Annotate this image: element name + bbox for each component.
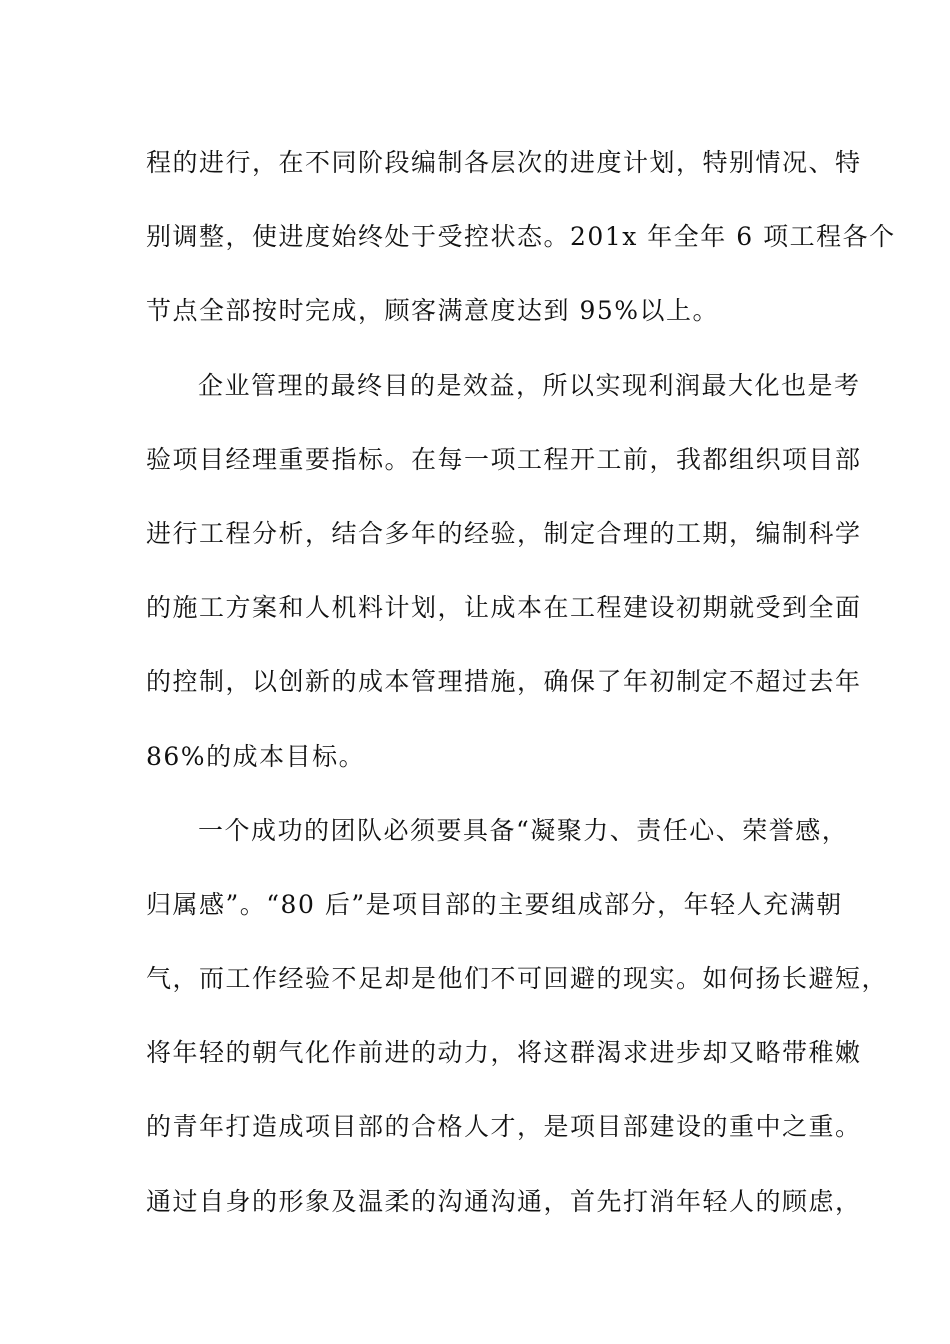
text-line: 程的进行，在不同阶段编制各层次的进度计划，特别情况、特	[146, 148, 862, 177]
text-line: 的青年打造成项目部的合格人才，是项目部建设的重中之重。	[146, 1112, 862, 1142]
text-line: 的施工方案和人机料计划，让成本在工程建设初期就受到全面	[146, 593, 862, 623]
paragraph-start-line: 企业管理的最终目的是效益，所以实现利润最大化也是考	[198, 370, 861, 400]
text-line: 将年轻的朝气化作前进的动力，将这群渴求进步却又略带稚嫩	[146, 1038, 862, 1068]
text-line: 的控制，以创新的成本管理措施，确保了年初制定不超过去年	[146, 667, 862, 697]
text-line: 归属感”。“80 后”是项目部的主要组成部分，年轻人充满朝	[146, 889, 843, 919]
text-line: 验项目经理重要指标。在每一项工程开工前，我都组织项目部	[146, 444, 862, 474]
text-line: 进行工程分析，结合多年的经验，制定合理的工期，编制科学	[146, 518, 862, 548]
text-line: 86%的成本目标。	[146, 741, 366, 771]
document-body	[146, 126, 896, 1239]
text-line: 通过自身的形象及温柔的沟通沟通，首先打消年轻人的顾虑，	[146, 1186, 862, 1216]
text-line: 别调整，使进度始终处于受控状态。201x 年全年 6 项工程各个	[146, 222, 896, 252]
paragraph-start-line: 一个成功的团队必须要具备“凝聚力、责任心、荣誉感，	[198, 815, 849, 845]
text-line: 节点全部按时完成，顾客满意度达到 95%以上。	[146, 296, 720, 326]
text-line: 气，而工作经验不足却是他们不可回避的现实。如何扬长避短，	[146, 964, 889, 994]
